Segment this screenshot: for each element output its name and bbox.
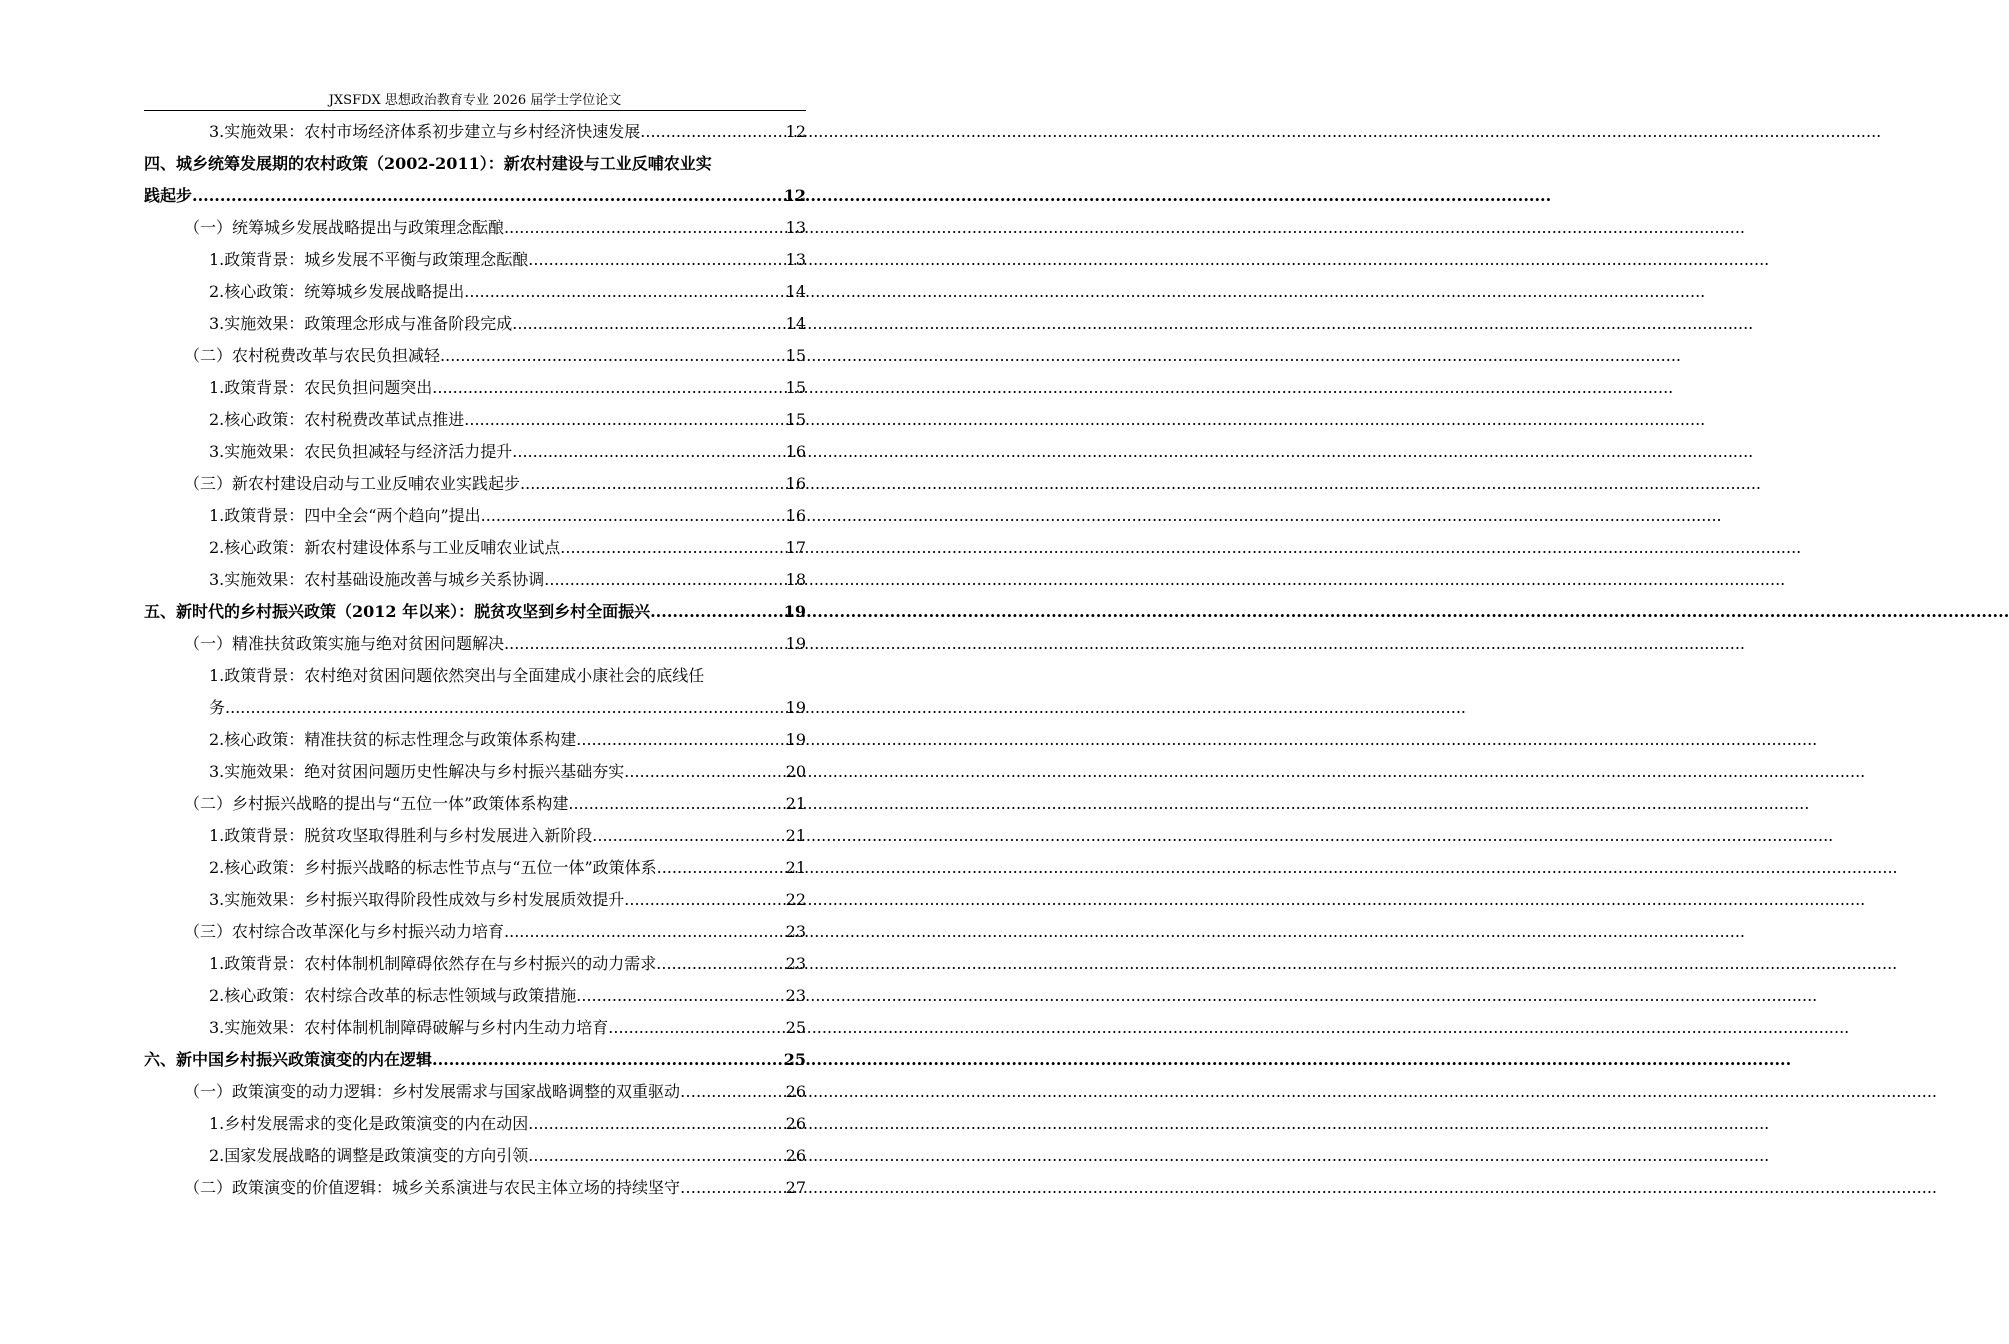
toc-page-number: 14 — [785, 314, 806, 333]
toc-dot-leader — [464, 404, 785, 436]
toc-dot-leader — [520, 468, 786, 500]
toc-entry-title: （一）政策演变的动力逻辑：乡村发展需求与国家战略调整的双重驱动… — [184, 1082, 697, 1101]
toc-dot-leader — [544, 564, 785, 596]
toc-entry-title: 3.实施效果：农村市场经济体系初步建立与乡村经济快速发展 — [209, 122, 641, 141]
toc-page-number: 23 — [785, 954, 806, 973]
toc-entry[interactable] — [144, 1012, 806, 1044]
toc-entry-title: 务 — [209, 698, 226, 717]
toc-entry[interactable] — [144, 724, 806, 756]
toc-page-number: 14 — [785, 282, 806, 301]
toc-dot-leader — [432, 1044, 784, 1076]
toc-page-number: 13 — [785, 218, 806, 237]
toc-dot-leader — [528, 244, 785, 276]
toc-page-number: 17 — [785, 538, 806, 557]
toc-page-number: 12 — [785, 122, 806, 141]
toc-dot-leader — [504, 212, 786, 244]
toc-page-number: 16 — [785, 474, 806, 493]
toc-entry[interactable] — [144, 564, 806, 596]
toc-page-number: 19 — [783, 602, 806, 621]
toc-entry-title: 2.核心政策：乡村振兴战略的标志性节点与“五位一体”政策体系 — [209, 858, 657, 877]
toc-page-number: 19 — [785, 730, 806, 749]
toc-entry[interactable] — [144, 532, 806, 564]
toc-dot-leader — [512, 308, 785, 340]
toc-entry-title: 六、新中国乡村振兴政策演变的内在逻辑 — [144, 1050, 433, 1069]
toc-entry-title: （三）新农村建设启动与工业反哺农业实践起步 — [184, 474, 521, 493]
toc-entry-title: 3.实施效果：绝对贫困问题历史性解决与乡村振兴基础夯实 — [209, 762, 625, 781]
toc-page-number: 19 — [785, 698, 806, 717]
toc-dot-leader — [608, 1012, 785, 1044]
toc-page-number: 15 — [785, 378, 806, 397]
toc-dot-leader — [624, 756, 785, 788]
toc-entry-title: （二）乡村振兴战略的提出与“五位一体”政策体系构建 — [184, 794, 569, 813]
toc-entry[interactable] — [144, 692, 806, 724]
toc-page-number: 25 — [783, 1050, 806, 1069]
toc-entry[interactable] — [144, 404, 806, 436]
toc-dot-leader — [656, 948, 785, 980]
toc-entry[interactable] — [144, 436, 806, 468]
running-header: JXSFDX 思想政治教育专业 2026 届学士学位论文 — [144, 92, 806, 111]
toc-dot-leader — [481, 500, 786, 532]
toc-page-number: 12 — [783, 186, 806, 205]
toc-page-number: 18 — [785, 570, 806, 589]
toc-entry-title: 3.实施效果：乡村振兴取得阶段性成效与乡村发展质效提升 — [209, 890, 625, 909]
toc-dot-leader — [640, 116, 785, 148]
toc-entry[interactable] — [144, 1140, 806, 1172]
toc-page-number: 21 — [785, 858, 806, 877]
toc-page-number: 15 — [785, 410, 806, 429]
toc-entry[interactable] — [144, 276, 806, 308]
toc-entry[interactable] — [144, 628, 806, 660]
table-of-contents — [144, 116, 806, 1204]
toc-entry[interactable] — [144, 788, 806, 820]
toc-page-number: 26 — [785, 1082, 806, 1101]
toc-dot-leader — [650, 596, 784, 628]
toc-entry[interactable] — [144, 1044, 806, 1076]
toc-entry[interactable] — [144, 852, 806, 884]
toc-entry-title: 1.政策背景：农村体制机制障碍依然存在与乡村振兴的动力需求 — [209, 954, 657, 973]
toc-dot-leader — [560, 532, 785, 564]
toc-dot-leader — [504, 628, 786, 660]
toc-dot-leader — [576, 724, 785, 756]
toc-entry[interactable] — [144, 1172, 806, 1204]
toc-dot-leader — [464, 276, 785, 308]
toc-dot-leader — [440, 340, 786, 372]
toc-dot-leader — [592, 820, 785, 852]
toc-page-number: 20 — [785, 762, 806, 781]
toc-dot-leader — [528, 1108, 785, 1140]
toc-dot-leader — [504, 916, 786, 948]
toc-page-number: 27 — [785, 1178, 806, 1197]
toc-page-number: 23 — [785, 922, 806, 941]
toc-entry[interactable] — [144, 948, 806, 980]
toc-entry-title: 2.核心政策：农村税费改革试点推进 — [209, 410, 465, 429]
toc-page-number: 26 — [785, 1146, 806, 1165]
toc-entry-title: 3.实施效果：农村基础设施改善与城乡关系协调 — [209, 570, 545, 589]
toc-entry[interactable] — [144, 340, 806, 372]
toc-entry[interactable] — [144, 308, 806, 340]
toc-entry-title: （三）农村综合改革深化与乡村振兴动力培育 — [184, 922, 505, 941]
toc-page-number: 16 — [785, 442, 806, 461]
toc-entry-title: 1.政策背景：农民负担问题突出 — [209, 378, 433, 397]
toc-dot-leader — [624, 884, 785, 916]
toc-entry-title: （二）政策演变的价值逻辑：城乡关系演进与农民主体立场的持续坚守… — [184, 1178, 697, 1197]
toc-entry-title: 1.政策背景：城乡发展不平衡与政策理念酝酿 — [209, 250, 529, 269]
toc-dot-leader — [657, 852, 786, 884]
toc-entry-title: 2.核心政策：农村综合改革的标志性领域与政策措施 — [209, 986, 577, 1005]
toc-page-number: 16 — [785, 506, 806, 525]
toc-entry[interactable] — [144, 116, 806, 148]
toc-entry[interactable] — [144, 916, 806, 948]
toc-entry[interactable] — [144, 180, 806, 212]
toc-dot-leader — [696, 1172, 786, 1204]
toc-dot-leader — [576, 980, 785, 1012]
toc-entry-title: 1.政策背景：四中全会“两个趋向”提出 — [209, 506, 481, 525]
toc-entry[interactable] — [144, 1108, 806, 1140]
toc-dot-leader — [528, 1140, 785, 1172]
toc-dot-leader — [512, 436, 785, 468]
toc-entry[interactable] — [144, 244, 806, 276]
toc-entry[interactable] — [144, 884, 806, 916]
toc-page-number: 23 — [785, 986, 806, 1005]
toc-page-number: 19 — [785, 634, 806, 653]
toc-entry[interactable] — [144, 596, 806, 628]
toc-entry-title: 践起步 — [144, 186, 193, 205]
toc-page-number: 21 — [785, 826, 806, 845]
toc-entry[interactable] — [144, 756, 806, 788]
toc-entry-title: 1.乡村发展需求的变化是政策演变的内在动因 — [209, 1114, 529, 1133]
toc-page-number: 15 — [785, 346, 806, 365]
toc-entry[interactable] — [144, 1076, 806, 1108]
toc-page-number: 22 — [785, 890, 806, 909]
toc-page-number: 13 — [785, 250, 806, 269]
toc-page-number: 26 — [785, 1114, 806, 1133]
toc-entry-title: （一）统筹城乡发展战略提出与政策理念酝酿 — [184, 218, 505, 237]
toc-entry-title: 3.实施效果：政策理念形成与准备阶段完成 — [209, 314, 513, 333]
toc-entry-title: 2.核心政策：新农村建设体系与工业反哺农业试点 — [209, 538, 561, 557]
toc-entry-title: （二）农村税费改革与农民负担减轻 — [184, 346, 441, 365]
toc-entry-title: 2.核心政策：精准扶贫的标志性理念与政策体系构建 — [209, 730, 577, 749]
toc-page-number: 21 — [785, 794, 806, 813]
toc-entry[interactable] — [144, 820, 806, 852]
toc-entry[interactable] — [144, 500, 806, 532]
toc-entry-title: （一）精准扶贫政策实施与绝对贫困问题解决 — [184, 634, 505, 653]
toc-page-number: 25 — [785, 1018, 806, 1037]
toc-dot-leader — [696, 1076, 786, 1108]
toc-entry[interactable] — [144, 212, 806, 244]
toc-entry[interactable] — [144, 468, 806, 500]
toc-entry-line[interactable]: 四、城乡统筹发展期的农村政策（2002-2011）：新农村建设与工业反哺农业实 — [144, 154, 712, 173]
toc-dot-leader — [432, 372, 785, 404]
toc-dot-leader — [192, 180, 784, 212]
toc-entry-title: 3.实施效果：农村体制机制障碍破解与乡村内生动力培育 — [209, 1018, 609, 1037]
toc-entry-title: 五、新时代的乡村振兴政策（2012 年以来）：脱贫攻坚到乡村全面振兴 — [144, 602, 651, 621]
toc-entry-title: 1.政策背景：脱贫攻坚取得胜利与乡村发展进入新阶段 — [209, 826, 593, 845]
toc-dot-leader — [568, 788, 785, 820]
toc-entry-title: 2.核心政策：统筹城乡发展战略提出 — [209, 282, 465, 301]
toc-entry-line[interactable]: 1.政策背景：农村绝对贫困问题依然突出与全面建成小康社会的底线任 — [209, 666, 705, 685]
toc-entry[interactable] — [144, 372, 806, 404]
toc-entry-title: 3.实施效果：农民负担减轻与经济活力提升 — [209, 442, 513, 461]
toc-entry[interactable] — [144, 980, 806, 1012]
toc-entry-title: 2.国家发展战略的调整是政策演变的方向引领 — [209, 1146, 529, 1165]
toc-dot-leader — [225, 692, 786, 724]
